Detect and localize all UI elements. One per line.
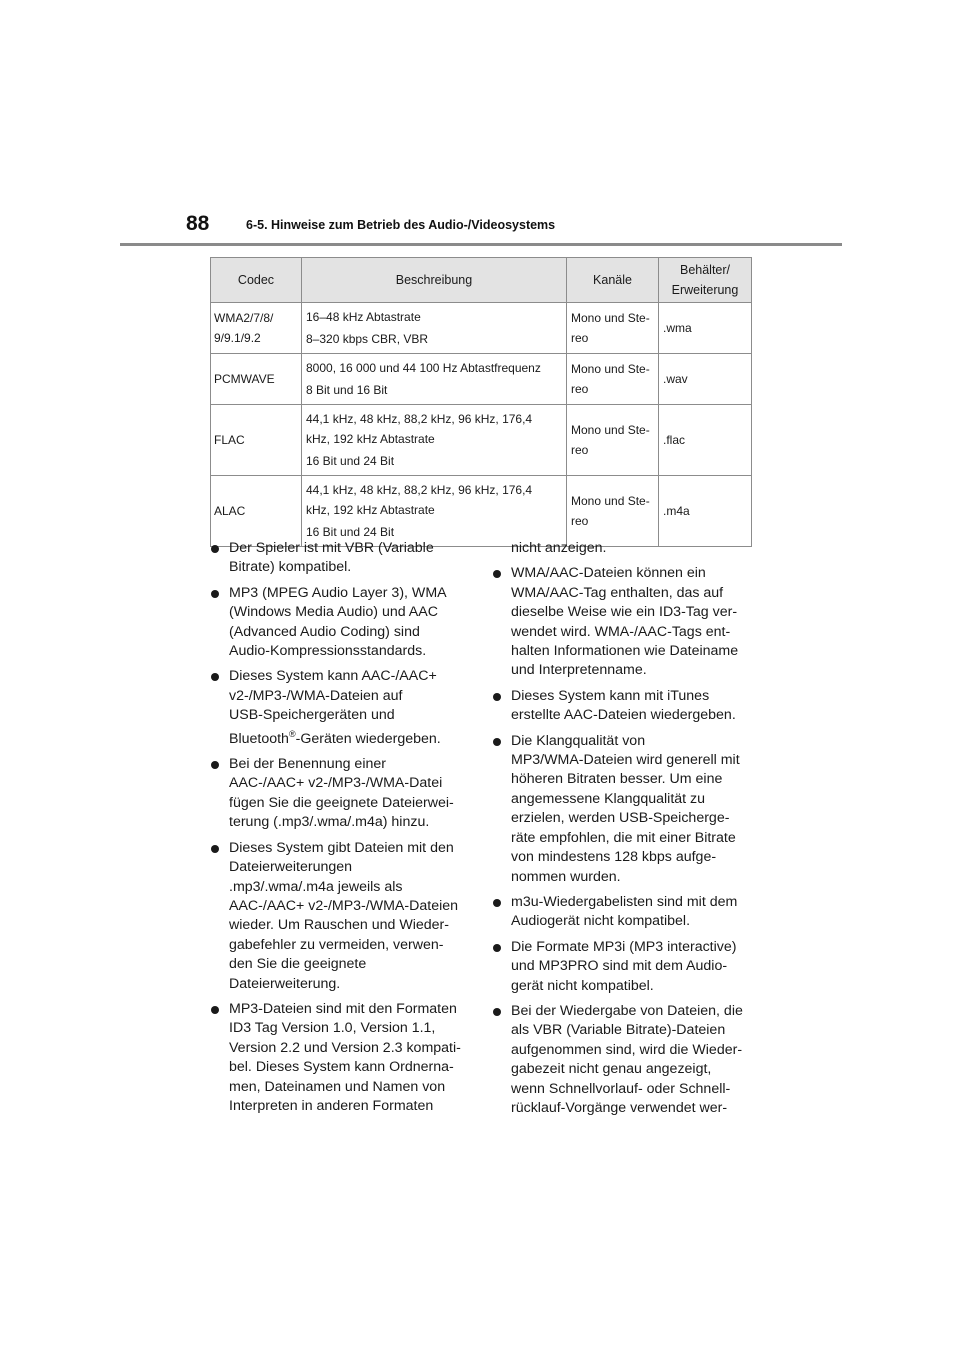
description-line: 8000, 16 000 und 44 100 Hz Abtastfrequenz xyxy=(306,361,541,375)
cell-description xyxy=(302,354,567,405)
bluetooth-word: Bluetooth xyxy=(229,730,289,747)
cell-extension: .wma xyxy=(659,303,752,354)
codec-table xyxy=(210,257,752,547)
text-line: Die Klangqualität von xyxy=(511,732,646,749)
bullet-icon xyxy=(211,590,219,598)
registered-mark: ® xyxy=(288,728,296,739)
channels-line: reo xyxy=(571,514,589,528)
cell-channels xyxy=(567,405,659,476)
bullet-icon xyxy=(211,545,219,553)
text-line: rücklauf-Vorgänge verwendet wer- xyxy=(511,1099,728,1116)
description-line: 16 Bit und 24 Bit xyxy=(306,454,395,468)
text-line: men, Dateinamen und Namen von xyxy=(229,1078,446,1095)
description-line: 44,1 kHz, 48 kHz, 88,2 kHz, 96 kHz, 176,4 xyxy=(306,412,533,426)
list-item xyxy=(492,938,754,996)
text-line: Dateierweiterungen xyxy=(229,859,353,876)
channels-line: Mono und Ste- xyxy=(571,362,650,376)
text-line: v2-/MP3-/WMA-Dateien auf xyxy=(229,687,403,704)
codec-line: 9/9.1/9.2 xyxy=(214,331,261,345)
cell-extension: .wav xyxy=(659,354,752,405)
list-item xyxy=(492,732,754,887)
bullet-icon xyxy=(211,845,219,853)
bullet-icon xyxy=(493,944,501,952)
text-line: und MP3PRO sind mit dem Audio- xyxy=(511,958,728,975)
text-line: Dieses System kann mit iTunes xyxy=(511,687,710,704)
text-line: Dieses System kann AAC-/AAC+ xyxy=(229,668,437,685)
text-line: AAC-/AAC+ v2-/MP3-/WMA-Datei xyxy=(229,775,443,792)
text-line: und Interpretenname. xyxy=(511,662,647,679)
list-item xyxy=(210,584,472,662)
text-line: Bitrate) kompatibel. xyxy=(229,559,352,576)
channels-line: Mono und Ste- xyxy=(571,423,650,437)
text-line: gerät nicht kompatibel. xyxy=(511,977,654,994)
text-line: wieder. Um Rauschen und Wieder- xyxy=(229,917,450,934)
list-item xyxy=(492,1002,754,1118)
cell-extension: .flac xyxy=(659,405,752,476)
list-item xyxy=(492,893,754,932)
table-header-row xyxy=(211,258,752,303)
text-line: Audio-Kompressionsstandards. xyxy=(229,643,427,660)
channels-line: reo xyxy=(571,443,589,457)
header-channels: Kanäle xyxy=(567,258,659,303)
list-item xyxy=(210,667,472,749)
text-line: als VBR (Variable Bitrate)-Dateien xyxy=(511,1022,726,1039)
header-container xyxy=(659,258,752,303)
description-line: 44,1 kHz, 48 kHz, 88,2 kHz, 96 kHz, 176,4 xyxy=(306,483,533,497)
bullet-icon xyxy=(211,673,219,681)
text-line: MP3 (MPEG Audio Layer 3), WMA xyxy=(229,584,447,601)
page-number: 88 xyxy=(186,212,210,235)
list-item xyxy=(492,564,754,680)
left-column xyxy=(210,539,472,1122)
bullet-icon xyxy=(493,1008,501,1016)
text-fragment: -Geräten wiedergeben. xyxy=(295,730,441,747)
text-line: halten Informationen wie Dateiname xyxy=(511,643,739,660)
text-line: den Sie die geeignete xyxy=(229,956,367,973)
section-title: 6-5. Hinweise zum Betrieb des Audio-/Videosystems xyxy=(246,218,556,232)
cell-description xyxy=(302,476,567,547)
text-line: AAC-/AAC+ v2-/MP3-/WMA-Dateien xyxy=(229,897,459,914)
text-line: gabefehler zu vermeiden, verwen- xyxy=(229,936,444,953)
text-line: MP3/WMA-Dateien wird generell mit xyxy=(511,752,740,769)
text-line: räte empfohlen, die mit einer Bitrate xyxy=(511,829,736,846)
text-line: WMA/AAC-Tag enthalten, das auf xyxy=(511,584,724,601)
cell-codec: PCMWAVE xyxy=(211,354,302,405)
text-line: WMA/AAC-Dateien können ein xyxy=(511,565,706,582)
text-line: Der Spieler ist mit VBR (Variable xyxy=(229,540,434,556)
text-line: Bei der Wiedergabe von Dateien, die xyxy=(511,1002,743,1019)
description-line: kHz, 192 kHz Abtastrate xyxy=(306,432,435,446)
bullet-icon xyxy=(211,761,219,769)
text-line: MP3-Dateien sind mit den Formaten xyxy=(229,1000,457,1017)
bullet-icon xyxy=(493,570,501,578)
text-line: nicht anzeigen. xyxy=(511,540,607,556)
bullet-icon xyxy=(493,899,501,907)
header-codec: Codec xyxy=(211,258,302,303)
text-line: Dateierweiterung. xyxy=(229,975,341,992)
cell-codec: ALAC xyxy=(211,476,302,547)
text-line: bel. Dieses System kann Ordnerna- xyxy=(229,1059,454,1076)
description-line: 8–320 kbps CBR, VBR xyxy=(306,332,429,346)
text-line: gabezeit nicht genau angezeigt, xyxy=(511,1061,712,1078)
channels-line: reo xyxy=(571,331,589,345)
right-column xyxy=(492,539,754,1124)
text-line: Bei der Benennung einer xyxy=(229,756,386,773)
text-line: höheren Bitraten besser. Um eine xyxy=(511,771,723,788)
table-row xyxy=(211,354,752,405)
table-row xyxy=(211,405,752,476)
table-row xyxy=(211,303,752,354)
text-line: USB-Speichergeräten und xyxy=(229,707,395,724)
text-line: angemessene Klangqualität zu xyxy=(511,790,706,807)
cell-description xyxy=(302,405,567,476)
text-line: dieselbe Weise wie ein ID3-Tag ver- xyxy=(511,604,738,621)
text-line: Die Formate MP3i (MP3 interactive) xyxy=(511,938,737,955)
text-line: Dieses System gibt Dateien mit den xyxy=(229,839,454,856)
cell-description xyxy=(302,303,567,354)
text-line: erzielen, werden USB-Speicherge- xyxy=(511,810,730,827)
text-line: Interpreten in anderen Formaten xyxy=(229,1097,434,1114)
text-line xyxy=(229,730,472,749)
text-line: von mindestens 128 kbps aufge- xyxy=(511,849,717,866)
cell-channels xyxy=(567,476,659,547)
text-line: Version 2.2 und Version 2.3 kompati- xyxy=(229,1039,461,1056)
cell-extension: .m4a xyxy=(659,476,752,547)
text-line: m3u-Wiedergabelisten sind mit dem xyxy=(511,893,738,910)
text-line: terung (.mp3/.wma/.m4a) hinzu. xyxy=(229,814,430,831)
cell-channels xyxy=(567,354,659,405)
bullet-icon xyxy=(211,1006,219,1014)
description-line: 8 Bit und 16 Bit xyxy=(306,383,388,397)
text-line: aufgenommen sind, wird die Wieder- xyxy=(511,1041,743,1058)
text-line: erstellte AAC-Dateien wiedergeben. xyxy=(511,707,736,724)
description-line: kHz, 192 kHz Abtastrate xyxy=(306,503,435,517)
text-line: (Windows Media Audio) und AAC xyxy=(229,604,438,621)
description-line: 16 Bit und 24 Bit xyxy=(306,525,395,539)
cell-channels xyxy=(567,303,659,354)
codec-line: WMA2/7/8/ xyxy=(214,311,274,325)
text-line: .mp3/.wma/.m4a jeweils als xyxy=(229,878,403,895)
channels-line: reo xyxy=(571,382,589,396)
bullet-icon xyxy=(493,693,501,701)
header-container-line1: Behälter/ xyxy=(679,263,731,277)
list-item xyxy=(210,755,472,833)
text-line: Audiogerät nicht kompatibel. xyxy=(511,913,691,930)
channels-line: Mono und Ste- xyxy=(571,311,650,325)
list-item xyxy=(492,687,754,726)
header-description: Beschreibung xyxy=(302,258,567,303)
list-item-continuation xyxy=(492,539,754,558)
header-divider xyxy=(120,243,842,246)
cell-codec xyxy=(211,303,302,354)
text-line: fügen Sie die geeignete Dateierwei- xyxy=(229,794,454,811)
list-item xyxy=(210,839,472,994)
header-container-line2: Erweiterung xyxy=(671,283,739,297)
text-line: wenn Schnellvorlauf- oder Schnell- xyxy=(511,1080,731,1097)
text-line: ID3 Tag Version 1.0, Version 1.1, xyxy=(229,1020,436,1037)
text-line: (Advanced Audio Coding) sind xyxy=(229,623,420,640)
text-line: wendet wird. WMA-/AAC-Tags ent- xyxy=(511,623,731,640)
bullet-icon xyxy=(493,738,501,746)
table-row xyxy=(211,476,752,547)
cell-codec: FLAC xyxy=(211,405,302,476)
list-item xyxy=(210,1000,472,1116)
list-item xyxy=(210,539,472,578)
channels-line: Mono und Ste- xyxy=(571,494,650,508)
text-line: nommen wurden. xyxy=(511,868,621,885)
description-line: 16–48 kHz Abtastrate xyxy=(306,310,421,324)
